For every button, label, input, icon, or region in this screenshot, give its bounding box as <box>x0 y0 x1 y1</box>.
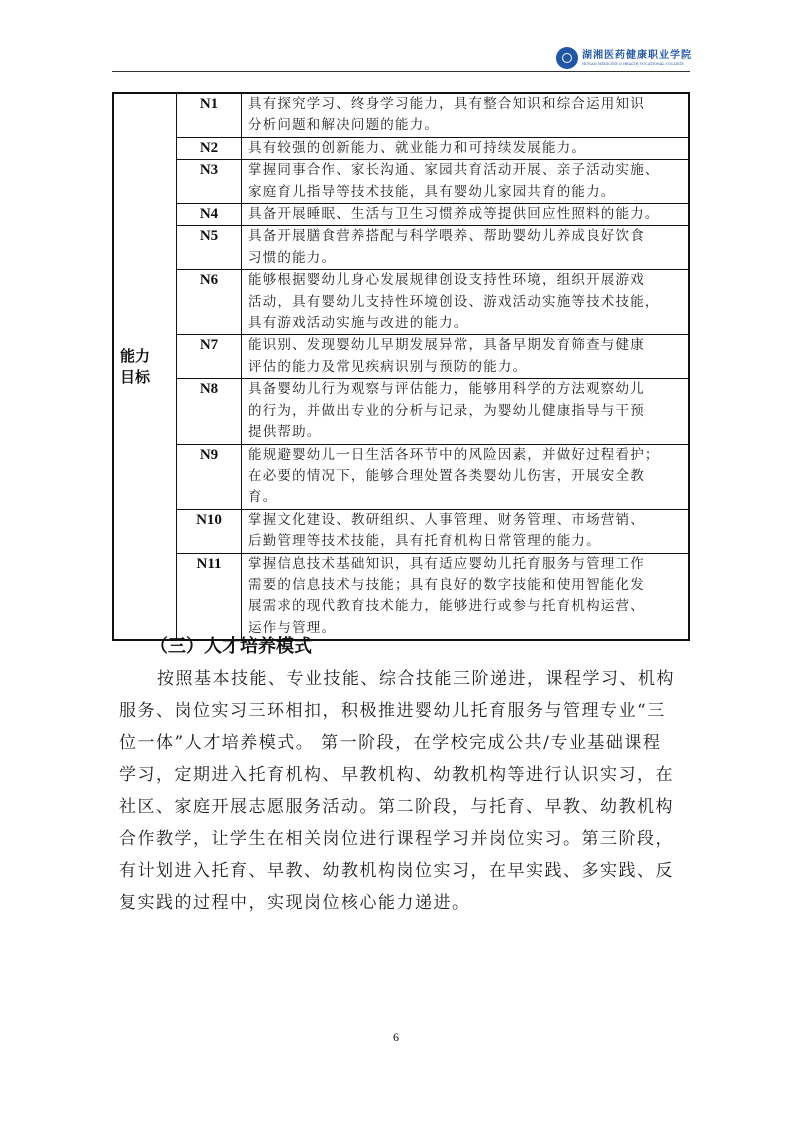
logo-text-cn: 湖湘医药健康职业学院 <box>582 49 692 61</box>
page-number: 6 <box>393 1030 399 1044</box>
paragraph-line: 学习，定期进入托育机构、早教机构、幼教机构等进行认识实习，在 <box>119 765 674 785</box>
college-seal-icon <box>556 47 578 69</box>
description-line: 具有较强的创新能力、就业能力和可持续发展能力。 <box>248 139 587 156</box>
description-line: 能识别、发现婴幼儿早期发展异常，具备早期发育筛查与健康 <box>248 337 645 354</box>
description-line: 提供帮助。 <box>248 424 322 441</box>
description-line: 评估的能力及常见疾病识别与预防的能力。 <box>248 358 528 375</box>
objective-code: N6 <box>177 270 242 335</box>
description-line: 需要的信息技术与技能；具有良好的数字技能和使用智能化发 <box>248 576 645 593</box>
table-row <box>113 93 689 137</box>
objective-code: N10 <box>177 509 242 553</box>
description-line: 家庭育儿指导等技术技能，具有婴幼儿家园共育的能力。 <box>248 183 616 200</box>
description-line: 掌握同事合作、家长沟通、家园共育活动开展、亲子活动实施、 <box>248 162 660 179</box>
objective-code: N9 <box>177 444 242 509</box>
objective-code: N1 <box>177 93 242 137</box>
description-line: 具有探究学习、终身学习能力，具有整合知识和综合运用知识 <box>248 96 645 112</box>
table-row <box>113 553 689 640</box>
ability-objectives-table <box>112 92 690 641</box>
description-line: 育。 <box>248 489 278 506</box>
description-line: 掌握信息技术基础知识，具有适应婴幼儿托育服务与管理工作 <box>248 555 645 572</box>
paragraph-line: 有计划进入托育、早教、幼教机构岗位实习，在早实践、多实践、反 <box>119 861 674 881</box>
description-line: 展需求的现代教育技术能力，能够进行或参与托育机构运营、 <box>248 598 645 615</box>
objective-description <box>242 509 690 553</box>
table-row <box>113 509 689 553</box>
table-row <box>113 204 689 226</box>
description-line: 运作与管理。 <box>248 619 337 636</box>
description-line: 掌握文化建设、教研组织、人事管理、财务管理、市场营销、 <box>248 511 645 528</box>
category-label: 目标 <box>120 367 151 386</box>
description-line: 具备开展睡眠、生活与卫生习惯养成等提供回应性照料的能力。 <box>248 206 660 223</box>
description-line: 分析问题和解决问题的能力。 <box>248 117 440 134</box>
objective-code: N3 <box>177 160 242 204</box>
objective-code: N11 <box>177 553 242 640</box>
section-title: （三）人才培养模式 <box>150 636 312 657</box>
objective-description <box>242 335 690 379</box>
table-row <box>113 226 689 270</box>
paragraph-line: 按照基本技能、专业技能、综合技能三阶递进，课程学习、机构 <box>157 669 675 689</box>
description-line: 能够根据婴幼儿身心发展规律创设支持性环境，组织开展游戏 <box>248 272 645 289</box>
objective-description <box>242 160 690 204</box>
description-line: 具有游戏活动实施与改进的能力。 <box>248 315 469 332</box>
header-divider <box>112 71 690 72</box>
table-row <box>113 444 689 509</box>
description-line: 活动，具有婴幼儿支持性环境创设、游戏活动实施等技术技能， <box>248 293 660 310</box>
paragraph-line: 服务、岗位实习三环相扣，积极推进婴幼儿托育服务与管理专业“三 <box>119 701 666 721</box>
table-row <box>113 160 689 204</box>
objective-description <box>242 137 690 159</box>
category-cell <box>113 93 177 640</box>
table-row <box>113 335 689 379</box>
objective-description <box>242 444 690 509</box>
paragraph-line: 复实践的过程中，实现岗位核心能力递进。 <box>119 893 471 913</box>
objective-description <box>242 553 690 640</box>
table-row <box>113 270 689 335</box>
objective-description <box>242 270 690 335</box>
objective-description <box>242 93 690 137</box>
objective-description <box>242 379 690 444</box>
paragraph-line: 位一体”人才培养模式。 第一阶段，在学校完成公共/专业基础课程 <box>119 733 662 753</box>
objective-code: N5 <box>177 226 242 270</box>
objective-code: N2 <box>177 137 242 159</box>
objective-code: N8 <box>177 379 242 444</box>
paragraph-line: 社区、家庭开展志愿服务活动。第二阶段，与托育、早教、幼教机构 <box>119 797 674 817</box>
table-row <box>113 379 689 444</box>
objective-code: N7 <box>177 335 242 379</box>
description-line: 在必要的情况下，能够合理处置各类婴幼儿伤害，开展安全教 <box>248 467 645 484</box>
category-label: 能力 <box>120 346 151 365</box>
description-line: 能规避婴幼儿一日生活各环节中的风险因素，并做好过程看护； <box>248 446 660 463</box>
objective-description <box>242 226 690 270</box>
description-line: 的行为，并做出专业的分析与记录，为婴幼儿健康指导与干预 <box>248 402 645 419</box>
college-logo <box>556 46 690 70</box>
description-line: 后勤管理等技术技能，具有托育机构日常管理的能力。 <box>248 533 601 550</box>
description-line: 具备开展膳食营养搭配与科学喂养、帮助婴幼儿养成良好饮食 <box>248 228 645 245</box>
objective-description <box>242 204 690 226</box>
description-line: 具备婴幼儿行为观察与评估能力，能够用科学的方法观察幼儿 <box>248 381 645 398</box>
objective-code: N4 <box>177 204 242 226</box>
table-row <box>113 137 689 159</box>
section-paragraph <box>119 663 679 919</box>
paragraph-line: 合作教学，让学生在相关岗位进行课程学习并岗位实习。第三阶段， <box>119 829 674 849</box>
logo-text-en: HUNAN MEDICINE & HEALTH VOCATIONAL COLLEGE <box>582 61 684 66</box>
description-line: 习惯的能力。 <box>248 249 337 266</box>
